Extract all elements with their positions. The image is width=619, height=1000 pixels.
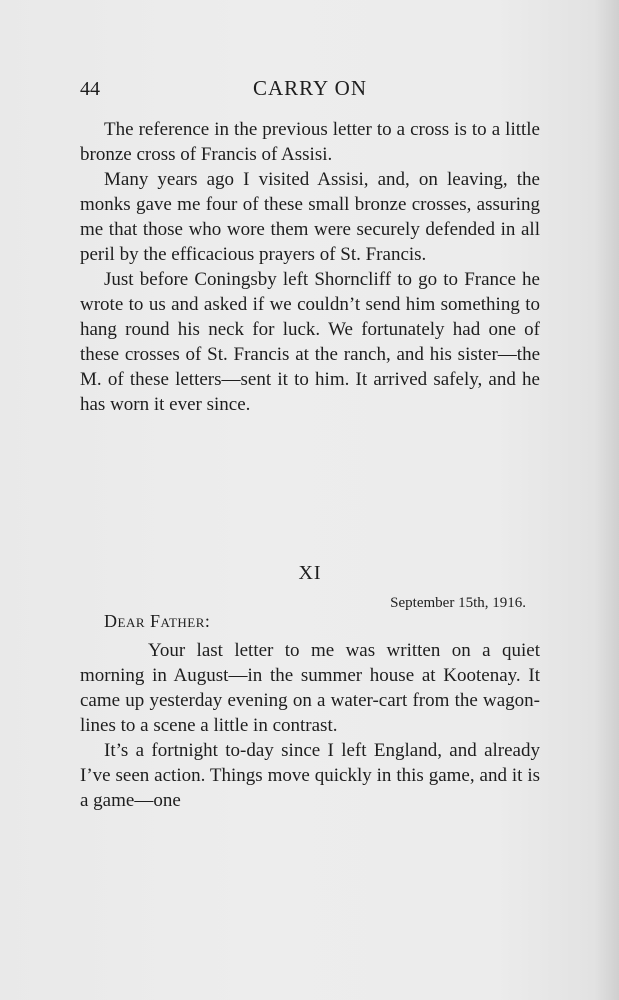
paragraph: It’s a fortnight to-day since I left England, and already I’ve seen action. Things move quickly in this game, and it is a game—one	[80, 740, 540, 811]
letter-date: September 15th, 1916.	[390, 595, 526, 611]
paragraph: Your last letter to me was written on a quiet morning in August—in the summer house at Kootenay. It came up yesterday evening on a water-cart from the wagon-lines to a scene a little in contrast.	[80, 640, 540, 736]
salutation-text: Dear Father:	[104, 611, 211, 631]
paragraph: Just before Coningsby left Shorncliff to go to France he wrote to us and asked if we couldn’t send him something to hang round his neck for luck. We fortunately had one of these crosses of St. Francis at the ranch, and his sister—the M. of these letters—sent it to him. It arrived safely, and he has worn it ever since.	[80, 269, 540, 415]
commentary-section	[80, 117, 540, 417]
letter-salutation	[104, 611, 210, 632]
page-number: 44	[80, 78, 100, 100]
paragraph: Many years ago I visited Assisi, and, on leaving, the monks gave me four of these small bronze crosses, assuring me that those who wore them were securely defended in all peril by the efficacious prayers of St. Francis.	[80, 169, 540, 265]
letter-body	[80, 638, 540, 813]
page-header	[80, 76, 540, 104]
chapter-number: XI	[298, 562, 322, 584]
running-head: CARRY ON	[253, 76, 367, 100]
paragraph: The reference in the previous letter to a cross is to a little bronze cross of Francis of Assisi.	[80, 119, 540, 165]
